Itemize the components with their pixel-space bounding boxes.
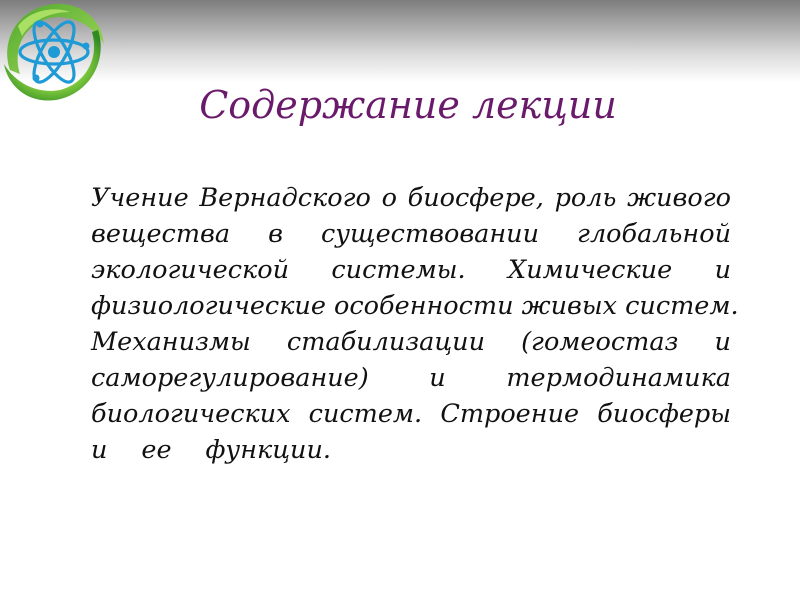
- body-line: экологической системы. Химические и: [91, 255, 731, 285]
- body-line: Учение Вернадского о биосфере, роль живого: [91, 183, 731, 213]
- slide-title: Содержание лекции: [199, 83, 617, 127]
- slide-body-text: [91, 180, 739, 468]
- body-line: и ее функции.: [91, 435, 331, 465]
- body-line: вещества в существовании глобальной: [91, 219, 731, 249]
- body-line: саморегулирование) и термодинамика: [91, 363, 731, 393]
- body-line: биологических систем. Строение биосферы: [91, 399, 731, 429]
- body-line: Механизмы стабилизации (гомеостаз и: [91, 327, 731, 357]
- body-line: физиологические особенности живых систем.: [91, 291, 739, 321]
- header-gradient-band: [0, 0, 800, 82]
